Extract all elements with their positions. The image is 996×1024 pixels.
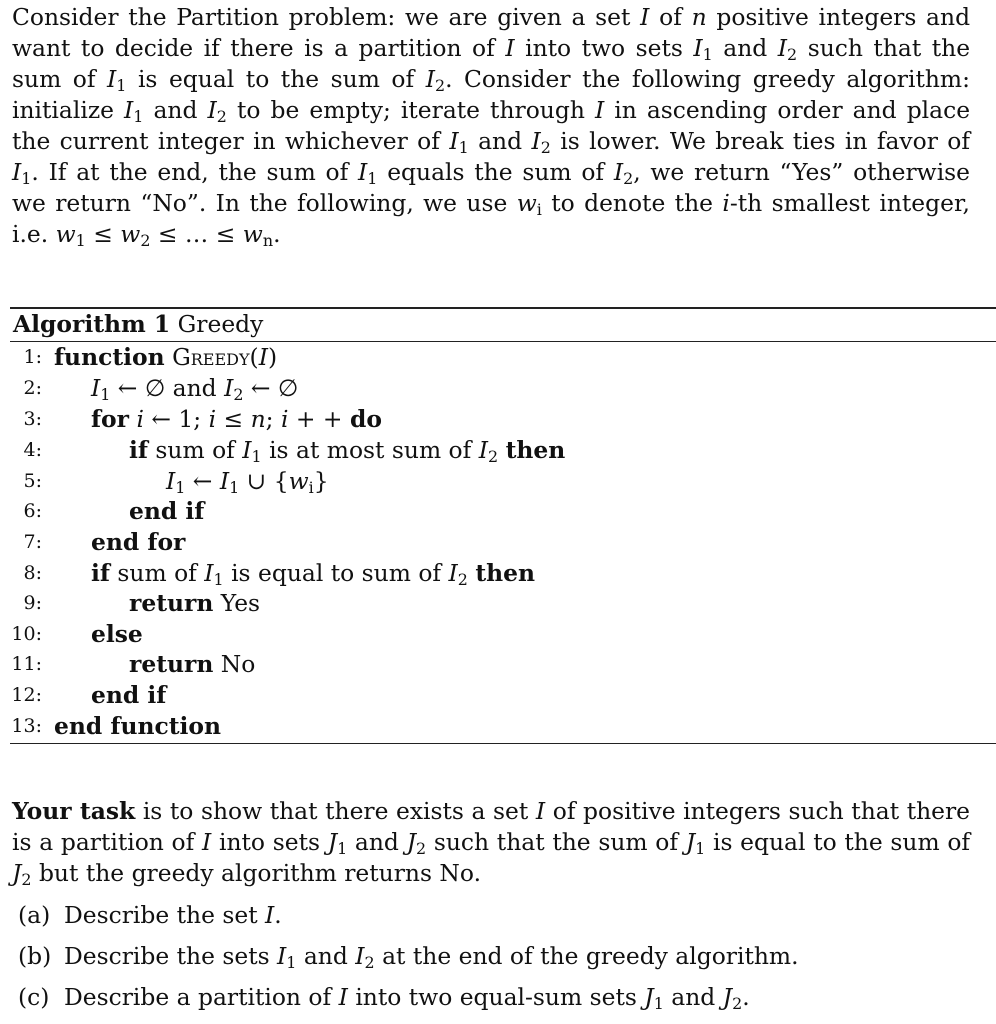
algorithm-bottom-rule: [10, 743, 996, 744]
line-number: 10:: [11, 623, 42, 645]
line-number: 8:: [23, 562, 42, 584]
line-number: 1:: [23, 346, 42, 368]
task-item-b: (b) Describe the sets $I_1$ and $I_2$ at the end of the greedy algorithm.: [18, 942, 799, 972]
line-number: 13:: [11, 715, 42, 737]
line-number: 4:: [23, 439, 42, 461]
intro-paragraph: Consider the Partition problem: we are given a set I of n positive integers and want to decide if there is a partition of I into two sets $I_1$ and $I_2$ such that the sum of $I_1$ is equal to the sum of $I_2$. Consider the following greedy algorithm: initialize $I_1$ and $I_2$ to be empty; iterate through I in ascending order and place the current integer in whichever of $I_1$ and $I_2$ is lower. We break ties in favor of $I_1$. If at the end, the sum of $I_1$ equals the sum of $I_2$, we return “Yes” otherwise we return “No”. In the following, we use $w_i$ to denote the i-th smallest integer, i.e. $w_1 \le w_2$ ≤ … ≤ $w_n$.: [12, 3, 971, 250]
line-number: 7:: [23, 531, 42, 553]
line-number: 9:: [23, 592, 42, 614]
algorithm-caption: Algorithm 1 Greedy: [13, 310, 264, 338]
task-item-a: (a) Describe the set I.: [18, 901, 282, 929]
line-number: 11:: [11, 653, 42, 675]
line-number: 5:: [23, 470, 42, 492]
line-number: 6:: [23, 500, 42, 522]
task-paragraph: Your task is to show that there exists a set I of positive integers such that there is a partition of I into sets $J_1$ and $J_2$ such that the sum of $J_1$ is equal to the sum of $J_2$ but the greedy algorithm returns No.: [12, 797, 971, 889]
line-number: 12:: [11, 684, 42, 706]
line-number: 3:: [23, 408, 42, 430]
task-item-c: (c) Describe a partition of I into two equal-sum sets $J_1$ and $J_2$.: [18, 983, 750, 1013]
algorithm-block: Algorithm 1 Greedy 1: function Greedy(I) 2: $I_1$ ← ∅ and $I_2$ ← ∅ 3: for i ← 1; i ≤ n; i + + do 4: if sum of $I_1$ is at most sum of $I_2$ then 5: $I_1$ ← $I_1$ ∪ $\{w_i\}$ 6: end if 7: end for 8: if sum of $I_1$ is equal to sum of $I_2$ then 9: return Yes 10: else 11: return No 12: end if 13: end function: [0, 307, 996, 744]
line-number: 2:: [23, 377, 42, 399]
